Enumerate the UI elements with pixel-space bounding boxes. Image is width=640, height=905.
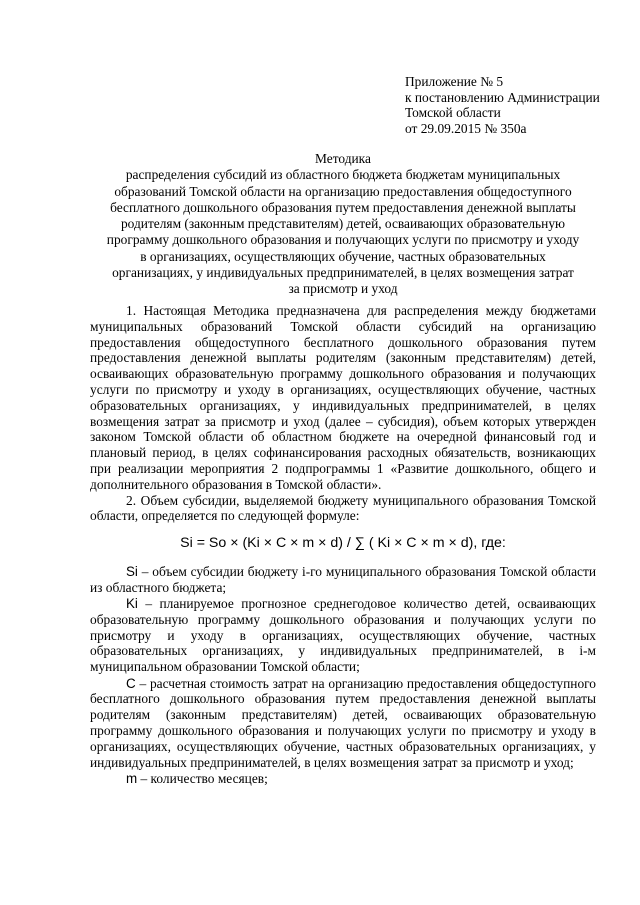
title-line: за присмотр и уход: [288, 281, 398, 297]
definition-text: – планируемое прогнозное среднегодовое количество детей, осваивающих образовательную программу дошкольного образования и получающих услуги по присмотру и уходу в организациях, осуществляющих обучение, частных образовательных организациях, у индивидуальных предпринимателей, в i-м муниципальном образовании Томской области;: [90, 596, 596, 675]
title-line: распределения субсидий из областного бюджета бюджетам муниципальных: [125, 167, 561, 183]
definition-ki: [90, 596, 596, 675]
definition-c: [90, 676, 596, 771]
variable-name: Si: [126, 563, 138, 579]
appendix-number: Приложение № 5: [405, 74, 504, 89]
document-body: [90, 303, 596, 787]
title-line: образований Томской области на организацию предоставления общедоступного: [114, 183, 572, 199]
paragraph-2: 2. Объем субсидии, выделяемой бюджету муниципального образования Томской области, определяется по следующей формуле:: [90, 492, 596, 524]
appendix-region: Томской области: [405, 105, 501, 121]
appendix-date: от 29.09.2015 № 350а: [405, 120, 527, 136]
title-line: родителям (законным представителям) детей, осваивающих образовательную: [120, 216, 566, 232]
title-line: программу дошкольного образования и получающих услуги по присмотру и уходу: [106, 232, 580, 248]
formula: Si = So × (Ki × C × m × d) / ∑ ( Ki × C × m × d), где:: [180, 535, 506, 552]
title-line: организациях, у индивидуальных предпринимателей, в целях возмещения затрат: [112, 265, 574, 281]
appendix-resolution: к постановлению Администрации: [405, 89, 600, 105]
paragraph-1: 1. Настоящая Методика предназначена для распределения между бюджетами муниципальных образований Томской области субсидий на организацию предоставления общедоступного бесплатного дошкольного образования путем предоставления денежной выплаты родителям (законным представителям) детей, осваивающих образовательную программу дошкольного образования и получающих услуги по присмотру и уходу в организациях, осуществляющих обучение, частных образовательных организациях, у индивидуальных предпринимателей, в целях возмещения затрат за присмотр и уход (далее – субсидия), объем которых утвержден законом Томской области об областном бюджете на очередной финансовый год и плановый период, в целях софинансирования расходных обязательств, возникающих при реализации мероприятия 2 подпрограммы 1 «Развитие дошкольного, общего и дополнительного образования в Томской области».: [90, 303, 596, 492]
variable-name: Ki: [126, 596, 138, 612]
variable-name: C: [126, 675, 136, 691]
title-line: в организациях, осуществляющих обучение, частных образовательных: [140, 248, 546, 264]
title-heading: Методика: [315, 151, 371, 166]
document-title: [90, 151, 596, 298]
definition-m: [90, 771, 596, 787]
appendix-header: [405, 74, 625, 136]
title-line: бесплатного дошкольного образования путем предоставления денежной выплаты: [110, 199, 576, 215]
definition-text: – объем субсидии бюджету i-го муниципального образования Томской области из областного бюджета;: [90, 563, 596, 595]
definition-text: – количество месяцев;: [137, 770, 268, 786]
definition-text: – расчетная стоимость затрат на организацию предоставления общедоступного бесплатного дошкольного образования путем предоставления денежной выплаты родителям (законным представителям) детей, осваивающих образовательную программу дошкольного образования и получающих услуги по присмотру и уходу в организациях, осуществляющих обучение, частных образовательных организациях, у индивидуальных предпринимателей, в целях возмещения затрат за присмотр и уход;: [90, 675, 596, 770]
variable-name: m: [126, 770, 138, 786]
definition-si: [90, 564, 596, 596]
